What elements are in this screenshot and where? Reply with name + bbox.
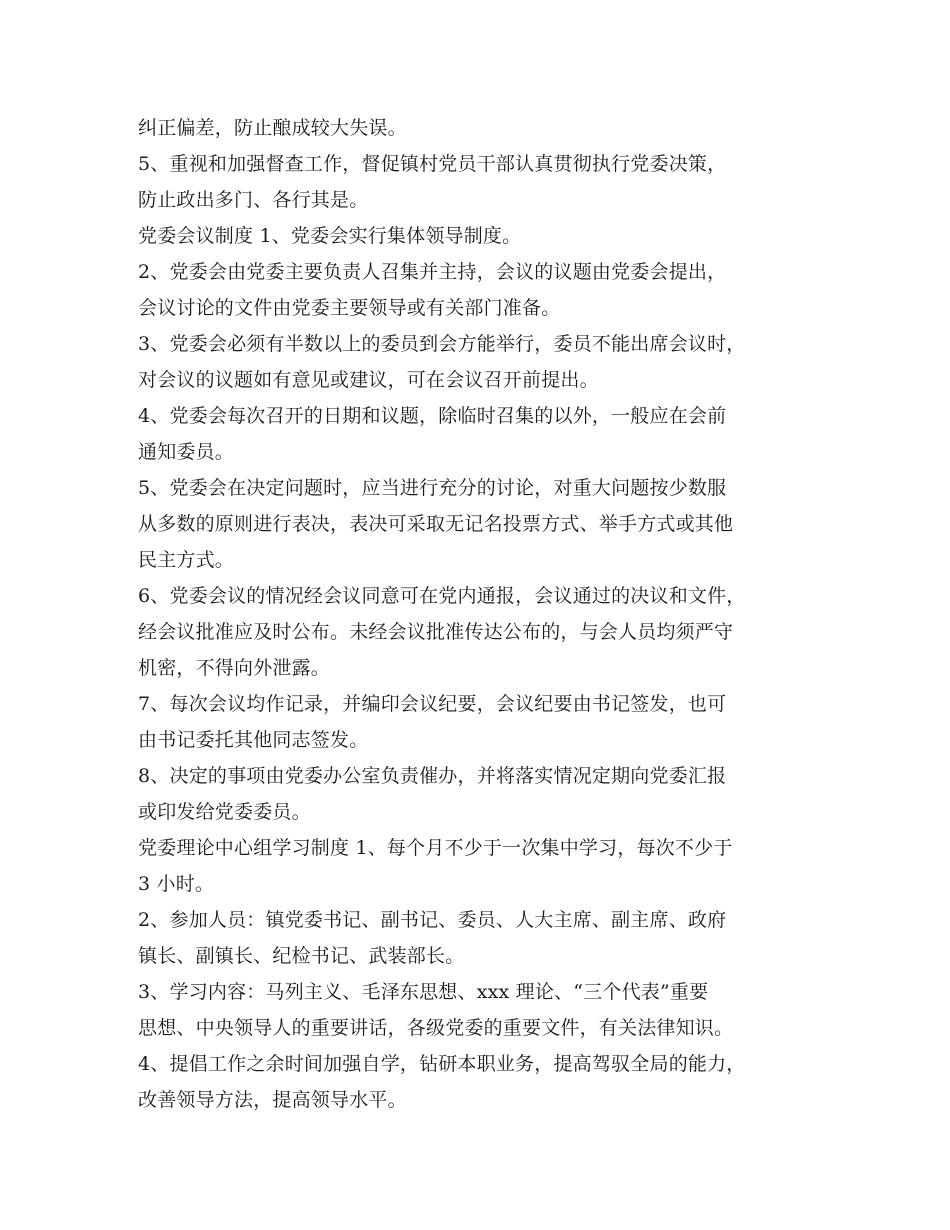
text-line: 纠正偏差，防止酿成较大失误。: [138, 117, 407, 139]
text-line: 会议讨论的文件由党委主要领导或有关部门准备。: [138, 297, 561, 319]
text-line: 对会议的议题如有意见或建议，可在会议召开前提出。: [138, 369, 599, 391]
text-line: 机密，不得向外泄露。: [138, 657, 331, 679]
text-line: 通知委员。: [138, 441, 235, 463]
text-line: 3、党委会必须有半数以上的委员到会方能举行，委员不能出席会议时，: [138, 333, 746, 355]
text-line: 防止政出多门、各行其是。: [138, 189, 369, 211]
text-line: 改善领导方法，提高领导水平。: [138, 1089, 407, 1111]
text-line: 4、党委会每次召开的日期和议题，除临时召集的以外，一般应在会前: [138, 405, 727, 427]
text-line: 3、学习内容：马列主义、毛泽东思想、xxx 理论、“三个代表”重要: [138, 981, 709, 1003]
text-line: 6、党委会议的情况经会议同意可在党内通报，会议通过的决议和文件，: [138, 585, 746, 607]
text-line: 由书记委托其他同志签发。: [138, 729, 369, 751]
text-line: 7、每次会议均作记录，并编印会议纪要，会议纪要由书记签发，也可: [138, 693, 727, 715]
text-line: 3 小时。: [138, 873, 215, 895]
text-line: 思想、中央领导人的重要讲话，各级党委的重要文件，有关法律知识。: [138, 1017, 734, 1039]
text-line: 民主方式。: [138, 549, 235, 571]
text-line: 8、决定的事项由党委办公室负责催办，并将落实情况定期向党委汇报: [138, 765, 727, 787]
section-heading-line: 党委理论中心组学习制度 1、每个月不少于一次集中学习，每次不少于: [138, 837, 733, 859]
text-line: 2、参加人员：镇党委书记、副书记、委员、人大主席、副主席、政府: [138, 909, 727, 931]
text-line: 2、党委会由党委主要负责人召集并主持，会议的议题由党委会提出，: [138, 261, 727, 283]
text-line: 4、提倡工作之余时间加强自学，钻研本职业务，提高驾驭全局的能力，: [138, 1053, 746, 1075]
text-line: 5、党委会在决定问题时，应当进行充分的讨论，对重大问题按少数服: [138, 477, 727, 499]
text-line: 从多数的原则进行表决，表决可采取无记名投票方式、举手方式或其他: [138, 513, 734, 535]
document-body: [138, 110, 818, 1118]
text-line: 5、重视和加强督查工作，督促镇村党员干部认真贯彻执行党委决策，: [138, 153, 727, 175]
section-heading-line: 党委会议制度 1、党委会实行集体领导制度。: [138, 225, 522, 247]
text-line: 镇长、副镇长、纪检书记、武装部长。: [138, 945, 465, 967]
text-line: 或印发给党委委员。: [138, 801, 311, 823]
text-line: 经会议批准应及时公布。未经会议批准传达公布的，与会人员均须严守: [138, 621, 734, 643]
